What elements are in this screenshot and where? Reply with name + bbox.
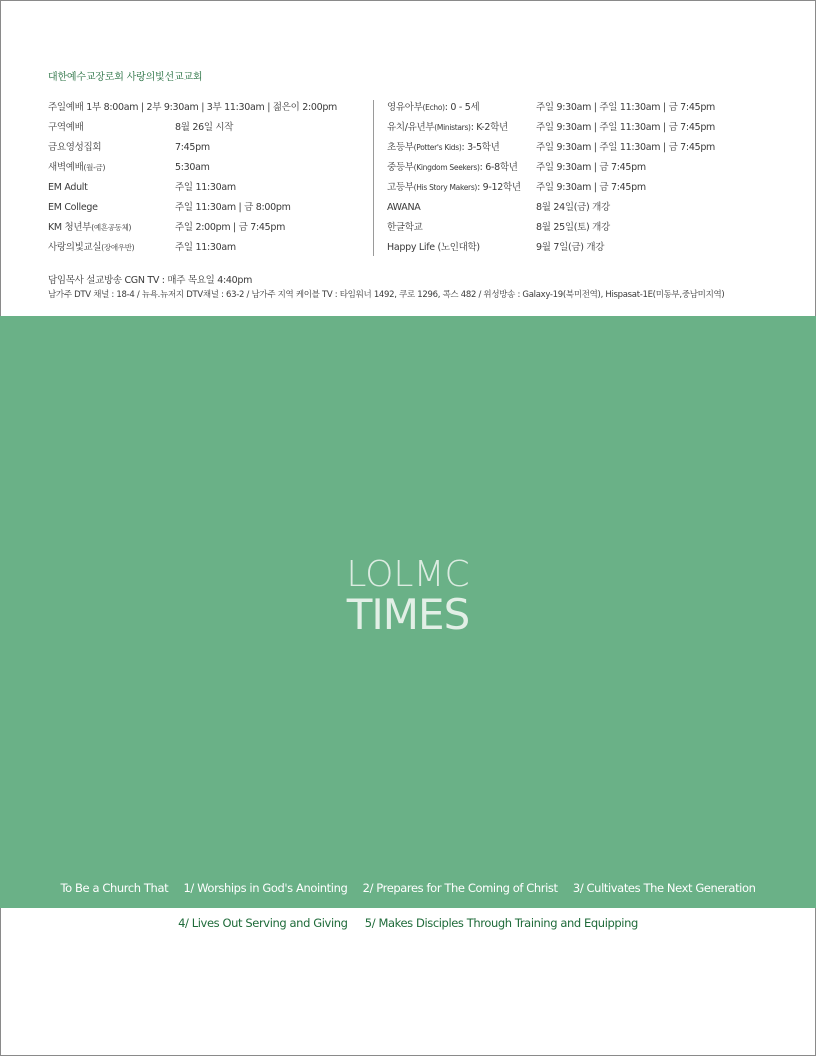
schedule-name-tail: : 9-12학년 <box>477 182 521 193</box>
mission-statement-top <box>0 881 816 895</box>
schedule-row <box>48 180 378 200</box>
mission-item: 3/ Cultivates The Next Generation <box>572 881 756 895</box>
schedule-name-wrap <box>48 240 134 256</box>
schedule-name: 구역예배 <box>48 122 84 133</box>
schedule-time: 주일 9:30am | 주일 11:30am | 금 7:45pm <box>536 122 716 133</box>
logo-line-times: TIMES <box>346 590 470 639</box>
schedule-time: 주일 9:30am | 금 7:45pm <box>536 182 646 193</box>
logo-line-lolmc: LOLMC <box>346 554 470 595</box>
mission-item: 5/ Makes Disciples Through Training and Equipping <box>364 916 638 930</box>
schedule-row <box>387 120 767 140</box>
schedule-row <box>387 200 767 220</box>
schedule-time: 주일 9:30am | 주일 11:30am | 금 7:45pm <box>536 102 716 113</box>
schedule-name-tail: : 6-8학년 <box>479 162 518 173</box>
schedule-name: 사랑의빛교실 <box>48 242 102 253</box>
schedule-row <box>387 160 767 180</box>
right-schedule <box>387 100 767 260</box>
schedule-row <box>387 240 767 260</box>
cover-band <box>0 316 816 908</box>
schedule-name: Happy Life (노인대학) <box>387 242 480 253</box>
schedule-name: EM College <box>48 202 98 213</box>
schedule-row <box>387 180 767 200</box>
schedule-time: 8월 24일(금) 개강 <box>536 202 610 213</box>
lolmc-times-logo <box>0 554 816 639</box>
schedule-name-note: (Echo) <box>422 103 445 112</box>
schedule-name: 영유아부 <box>387 102 423 113</box>
schedule-row <box>48 240 378 260</box>
schedule-name: KM 청년부 <box>48 222 92 233</box>
schedule-name: 고등부 <box>387 182 414 193</box>
schedule-time: 주일 11:30am | 금 8:00pm <box>175 202 291 213</box>
left-schedule <box>48 100 378 260</box>
schedule-name-note: (예흔공동체) <box>91 223 132 232</box>
mission-item: 2/ Prepares for The Coming of Christ <box>362 881 558 895</box>
schedule-name: AWANA <box>387 202 421 213</box>
schedule-name-wrap <box>387 100 479 116</box>
schedule-row <box>48 100 378 120</box>
mission-item: 4/ Lives Out Serving and Giving <box>178 916 348 930</box>
schedule-time: 주일 11:30am <box>175 182 236 193</box>
schedule-name-note: (Potter's Kids) <box>413 143 462 152</box>
schedule-row <box>387 220 767 240</box>
schedule-name-wrap <box>48 160 105 176</box>
schedule-name-tail: : 0 - 5세 <box>444 102 480 113</box>
schedule-name-wrap <box>387 120 508 136</box>
tv-channels-info: 남가주 DTV 채널 : 18-4 / 뉴욕.뉴저지 DTV채널 : 63-2 / 남가주 지역 케이블 TV : 타임워너 1492, 쿠로 1296, 콕스 482 / 위성방송 : Galaxy-19(북미전역), Hispasat-1E(미동부,중남미지역) <box>48 290 725 300</box>
schedule-row <box>48 140 378 160</box>
schedule-time: 주일 2:00pm | 금 7:45pm <box>175 222 286 233</box>
schedule-name-note: (Ministars) <box>434 123 471 132</box>
schedule-name: EM Adult <box>48 182 88 193</box>
schedule-row <box>387 140 767 160</box>
mission-item: 1/ Worships in God's Anointing <box>183 881 348 895</box>
schedule-name: 새벽예배 <box>48 162 84 173</box>
schedule-name-wrap <box>387 140 499 156</box>
schedule-name: 중등부 <box>387 162 414 173</box>
schedule-time: 7:45pm <box>175 142 210 153</box>
schedule-name-note: (월-금) <box>83 163 106 172</box>
schedule-name: 초등부 <box>387 142 414 153</box>
schedule-name: 유치/유년부 <box>387 122 435 133</box>
schedule-row <box>48 120 378 140</box>
schedule-time: 8월 26일 시작 <box>175 122 234 133</box>
church-name: 대한예수교장로회 사랑의빛선교교회 <box>48 72 203 83</box>
schedule-time: 주일 9:30am | 금 7:45pm <box>536 162 646 173</box>
schedule-row <box>48 200 378 220</box>
broadcast-info: 담임목사 설교방송 CGN TV : 매주 목요일 4:40pm <box>48 275 253 286</box>
schedule-name-wrap <box>387 180 521 196</box>
schedule-name: 한글학교 <box>387 222 423 233</box>
schedule-row <box>387 100 767 120</box>
schedule-name-note: (His Story Makers) <box>413 183 478 192</box>
schedule-time: 8월 25일(토) 개강 <box>536 222 610 233</box>
schedule-row <box>48 220 378 240</box>
schedule-time: 5:30am <box>175 162 210 173</box>
schedule-row <box>48 160 378 180</box>
schedule-time: 주일 11:30am <box>175 242 236 253</box>
schedule-name-wrap <box>387 160 518 176</box>
schedule-time: 9월 7일(금) 개강 <box>536 242 605 253</box>
column-divider <box>373 100 374 256</box>
schedule-name: 주일예배 1부 8:00am | 2부 9:30am | 3부 11:30am | 젊은이 2:00pm <box>48 102 338 113</box>
mission-item: To Be a Church That <box>60 881 169 895</box>
schedule-name: 금요영성집회 <box>48 142 102 153</box>
schedule-time: 주일 9:30am | 주일 11:30am | 금 7:45pm <box>536 142 716 153</box>
schedule-name-wrap <box>48 220 131 236</box>
mission-statement-bottom <box>0 916 816 930</box>
schedule-name-tail: : 3-5학년 <box>461 142 500 153</box>
schedule-name-tail: : K-2학년 <box>470 122 508 133</box>
schedule-name-note: (Kingdom Seekers) <box>413 163 480 172</box>
schedule-name-note: (장애우반) <box>101 243 135 252</box>
